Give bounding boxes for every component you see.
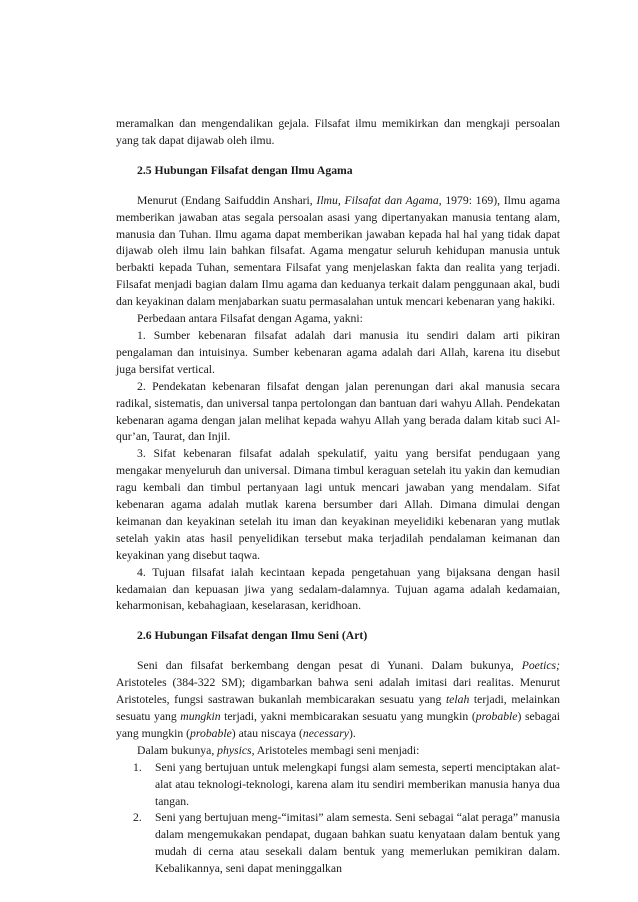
- art-division-list: [116, 760, 560, 878]
- section-2-5-paragraph-2: Perbedaan antara Filsafat dengan Agama, yakni:: [137, 312, 363, 326]
- list-item-text: Seni yang bertujuan meng-“imitasi” alam semesta. Seni sebagai “alat peraga” manusia dalam mengemukakan pendapat, dugaan bahkan suatu kenyataan dalam bentuk yang mudah di cerna atau sesekali dalam bentuk yang memerlukan pemikiran dalam. Kebalikannya, seni dapat meninggalkan: [155, 811, 560, 876]
- section-2-6-heading: 2.6 Hubungan Filsafat dengan Ilmu Seni (Art): [137, 629, 368, 643]
- section-2-5-heading: 2.5 Hubungan Filsafat dengan Ilmu Agama: [137, 163, 353, 177]
- list-item: [133, 810, 560, 878]
- list-item-number: 2.: [133, 811, 142, 825]
- list-item-text: Seni yang bertujuan untuk melengkapi fungsi alam semesta, seperti menciptakan alat-alat atau teknologi-teknologi, karena alam itu sendiri memberikan manusia hanya dua tangan.: [155, 760, 560, 808]
- section-2-5-point-4: 4. Tujuan filsafat ialah kecintaan kepada pengetahuan yang bijaksana dengan hasil kedamaian dan kepuasan jiwa yang sedalam-dalamnya. Tujuan agama adalah kedamaian, keharmonisan, kebahagiaan, keselarasan, keridhoan.: [116, 565, 560, 613]
- intro-continuation: meramalkan dan mengendalikan gejala. Filsafat ilmu memikirkan dan mengkaji persoalan yang tak dapat dijawab oleh ilmu.: [116, 117, 560, 147]
- section-2-5-point-1: 1. Sumber kebenaran filsafat adalah dari manusia itu sendiri dalam arti pikiran pengalaman dan intuisinya. Sumber kebenaran agama adalah dari Allah, karena itu disebut juga bersifat vertical.: [116, 328, 560, 376]
- list-item-number: 1.: [133, 760, 142, 774]
- section-2-5-point-3: 3. Sifat kebenaran filsafat adalah spekulatif, yaitu yang bersifat pendugaan yang mengakar menyeluruh dan universal. Dimana timbul keraguan setelah itu yakin dan kemudian ragu kembali dan timbul pertanyaan lagi untuk mencari jawaban yang mendalam. Sifat kebenaran agama adalah mutlak karena bersumber dari Allah. Dimana dimulai dengan keimanan dan keyakinan setelah itu iman dan keyakinan meyelidiki kebenaran yang mutlak setelah yakin atas hasil penyelidikan tersebut maka terjadilah pendalaman keimanan dan keyakinan yang disebut taqwa.: [116, 447, 560, 562]
- section-2-5-point-2: 2. Pendekatan kebenaran filsafat dengan jalan perenungan dari akal manusia secara radikal, sistematis, dan universal tanpa pertolongan dan bantuan dari wahyu Allah. Pendekatan kebenaran agama dengan jalan melihat kepada wahyu Allah yang berada dalam kitab suci Al-qur’an, Taurat, dan Injil.: [116, 379, 560, 444]
- section-2-5-paragraph-1: Menurut (Endang Saifuddin Anshari, Ilmu, Filsafat dan Agama, 1979: 169), Ilmu agama memberikan jawaban atas segala persoalan asasi yang dipertanyakan manusia tentang alam, manusia dan Tuhan. Ilmu agama dapat memberikan jawaban kepada hal hal yang tidak dapat dijawab oleh ilmu lain bahkan filsafat. Agama mengatur seluruh kehidupan manusia untuk berbakti kepada Tuhan, sementara Filsafat yang menjelaskan fakta dan realita yang terjadi. Filsafat menjadi bagian dalam Ilmu agama dan keduanya terkait dalam penggunaan akal, budi dan keyakinan dalam menjabarkan suatu permasalahan untuk mencari kebenaran yang hakiki.: [116, 193, 561, 309]
- section-2-6-paragraph-2: Dalam bukunya, physics, Aristoteles membagi seni menjadi:: [137, 743, 420, 757]
- section-2-6-paragraph-1: Seni dan filsafat berkembang dengan pesat di Yunani. Dalam bukunya, Poetics; Aristoteles (384-322 SM); digambarkan bahwa seni adalah imitasi dari realitas. Menurut Aristoteles, fungsi sastrawan bukanlah membicarakan sesuatu yang telah terjadi, melainkan sesuatu yang mungkin terjadi, yakni membicarakan sesuatu yang mungkin (probable) sebagai yang mungkin (probable) atau niscaya (necessary).: [116, 659, 561, 740]
- list-item: [133, 760, 560, 811]
